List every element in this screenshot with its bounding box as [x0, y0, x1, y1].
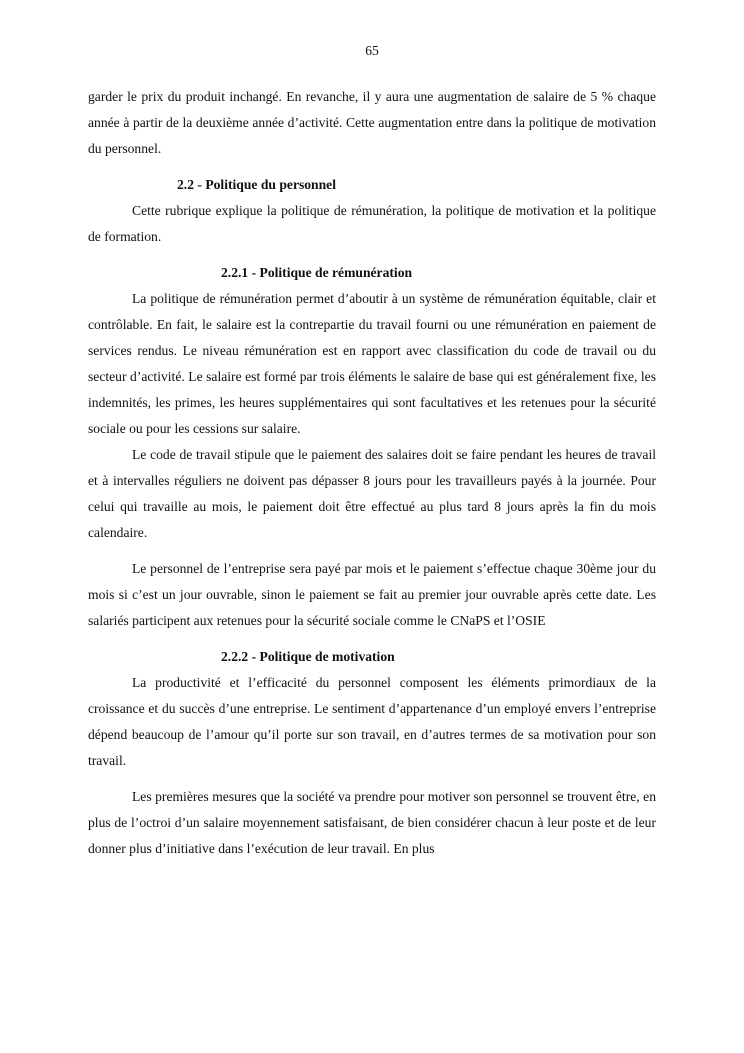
- paragraph-first-measures: Les premières mesures que la société va prendre pour motiver son personnel se trouvent être, en plus de l’octroi d’un salaire moyennement satisfaisant, de bien considérer chacun à leur poste et de leur donner plus d’initiative dans l’exécution de leur travail. En plus: [88, 789, 656, 856]
- page-number: 65: [365, 43, 379, 58]
- paragraph-labor-code: Le code de travail stipule que le paiement des salaires doit se faire pendant les heures de travail et à intervalles réguliers ne doivent pas dépasser 8 jours pour les travailleurs payés à la journée. Pour celui qui travaille au mois, le paiement doit être effectué au plus tard 8 jours après la fin du mois calendaire.: [88, 447, 656, 540]
- paragraph-productivity: La productivité et l’efficacité du personnel composent les éléments primordiaux de la croissance et du succès d’une entreprise. Le sentiment d’appartenance d’un employé envers l’entreprise dépend beaucoup de l’amour qu’il porte sur son travail, en d’autres termes de sa motivation pour son travail.: [88, 675, 656, 768]
- subsection-heading-remuneration: 2.2.1 - Politique de rémunération: [221, 265, 413, 280]
- paragraph-personnel-intro: Cette rubrique explique la politique de rémunération, la politique de motivation et la politique de formation.: [88, 203, 656, 244]
- page-body: [88, 84, 656, 862]
- subsection-heading-motivation: 2.2.2 - Politique de motivation: [221, 649, 395, 664]
- paragraph-price-salary: garder le prix du produit inchangé. En revanche, il y aura une augmentation de salaire de 5 % chaque année à partir de la deuxième année d’activité. Cette augmentation entre dans la politique de motivation du personnel.: [88, 89, 656, 156]
- section-heading-personnel-policy: 2.2 - Politique du personnel: [177, 177, 336, 192]
- paragraph-remuneration-system: La politique de rémunération permet d’aboutir à un système de rémunération équitable, clair et contrôlable. En fait, le salaire est la contrepartie du travail fourni ou une rémunération en paiement de services rendus. Le niveau rémunération est en rapport avec classification du code de travail ou du secteur d’activité. Le salaire est formé par trois éléments le salaire de base qui est généralement fixe, les indemnités, les primes, les heures supplémentaires qui sont facultatives et les retenues pour la sécurité sociale ou pour les cessions sur salaire.: [88, 291, 656, 436]
- paragraph-monthly-payment: Le personnel de l’entreprise sera payé par mois et le paiement s’effectue chaque 30ème jour du mois si c’est un jour ouvrable, sinon le paiement se fait au premier jour ouvrable après cette date. Les salariés participent aux retenues pour la sécurité sociale comme le CNaPS et l’OSIE: [88, 561, 656, 628]
